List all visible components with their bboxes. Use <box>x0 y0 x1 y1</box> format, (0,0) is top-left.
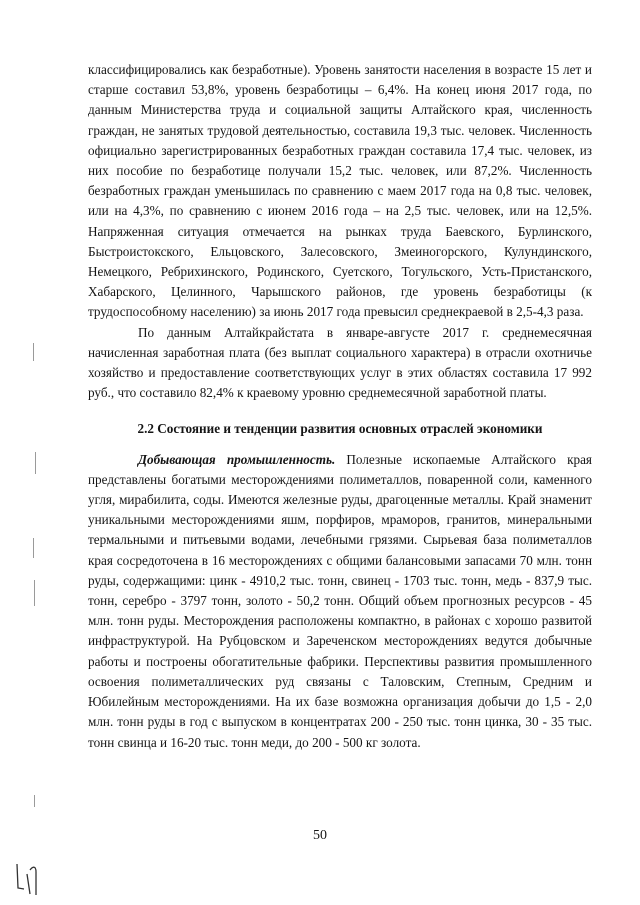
paragraph-mining <box>88 450 592 753</box>
paragraph-wages: По данным Алтайкрайстата в январе-августе 2017 г. среднемесячная начисленная заработная плата (без выплат социального характера) в отрасли охотничье хозяйство и предоставление соответствующих услуг в этих областях составила 17 992 руб., что составило 82,4% к краевому уровню среднемесячной заработной платы. <box>88 324 592 401</box>
paragraph-unemployment: классифицировались как безработные). Уровень занятости населения в возрасте 15 лет и старше составил 53,8%, уровень безработицы – 6,4%. На конец июня 2017 года, по данным Министерства труда и социальной защиты Алтайского края, численность граждан, не занятых трудовой деятельностью, составила 19,3 тыс. человек. Численность официально зарегистрированных безработных граждан составила 17,4 тыс. человек, из них пособие по безработице получали 15,2 тыс. человек, или 87,2%. Численность безработных граждан уменьшилась по сравнению с маем 2017 года на 0,8 тыс. человек, или на 4,3%, по сравнению с июнем 2016 года – на 2,5 тыс. человек, или на 12,5%. Напряженная ситуация отмечается на рынках труда Баевского, Бурлинского, Быстроистокского, Ельцовского, Залесовского, Змеиногорского, Кулундинского, Немецкого, Ребрихинского, Родинского, Суетского, Тогульского, Усть-Пристанского, Хабарского, Целинного, Чарышского районов, где уровень безработицы (к трудоспособному населению) за июнь 2017 года превысил среднекраевой в 2,5-4,3 раза. <box>88 62 592 320</box>
scan-artifact <box>34 580 35 606</box>
scan-artifact <box>34 795 35 807</box>
handwritten-mark <box>14 862 44 898</box>
paragraph-lead: Добывающая промышленность. <box>138 451 336 467</box>
scan-artifact <box>33 343 34 361</box>
scan-artifact <box>33 538 34 558</box>
scan-artifact <box>35 452 36 474</box>
body-text <box>88 60 592 753</box>
paragraph-mining-body: Полезные ископаемые Алтайского края представлены богатыми месторождениями полиметаллов, поваренной соли, каменного угля, мирабилита, соды. Имеются железные руды, драгоценные металлы. Край знаменит уникальными месторождениями яшм, порфиров, мраморов, гранитов, минеральными термальными и питьевыми водами, лечебными грязями. Сырьевая база полиметаллов края сосредоточена в 16 месторождениях с общими балансовыми запасами 70 млн. тонн руды, содержащими: цинк - 4910,2 тыс. тонн, свинец - 1703 тыс. тонн, медь - 837,9 тыс. тонн, серебро - 3797 тонн, золото - 50,2 тонн. Общий объем прогнозных ресурсов - 45 млн. тонн руды. Месторождения расположены компактно, в районах с хорошо развитой инфраструктурой. На Рубцовском и Зареченском месторождениях ведутся добычные работы и построены обогатительные фабрики. Перспективы развития промышленного освоения полиметаллических руд связаны с Таловским, Степным, Средним и Юбилейным месторождениями. На их базе возможна организация добычи до 1,5 - 2,0 млн. тонн руды в год с выпуском в концентратах 200 - 250 тыс. тонн цинка, 30 - 35 тыс. тонн свинца и 16-20 тыс. тонн меди, до 200 - 500 кг золота. <box>88 451 592 750</box>
section-heading: 2.2 Состояние и тенденции развития основных отраслей экономики <box>137 421 543 437</box>
page-number: 50 <box>313 828 327 843</box>
